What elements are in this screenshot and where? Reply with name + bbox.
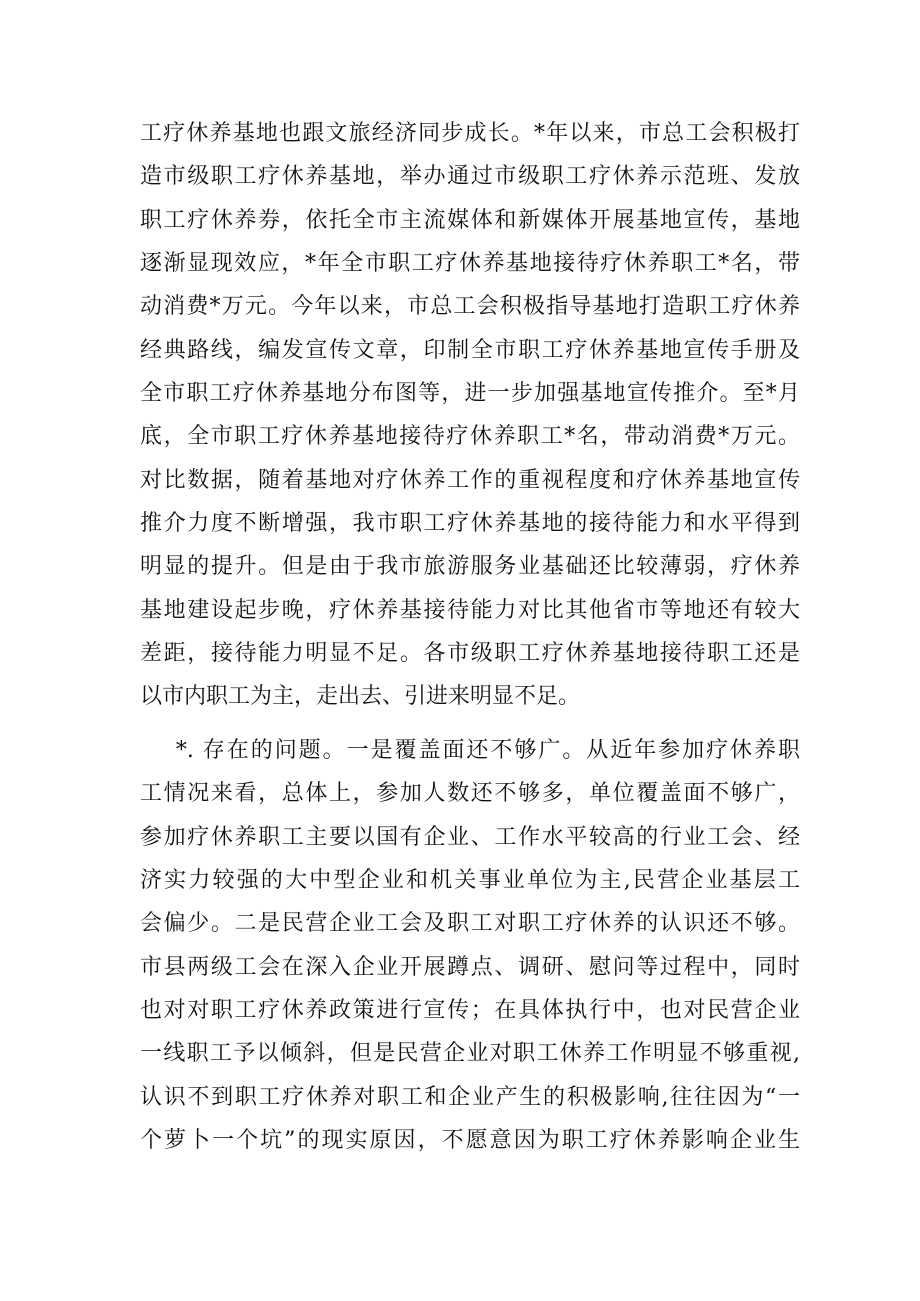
paragraph-spacer — [140, 719, 800, 729]
paragraph-line: 全市职工疗休养基地分布图等，进一步加强基地宣传推介。至*月 — [140, 381, 800, 407]
paragraph-line: 经典路线，编发宣传文章，印制全市职工疗休养基地宣传手册及 — [140, 337, 800, 363]
paragraph-line: 工疗休养基地也跟文旅经济同步成长。*年以来，市总工会积极打 — [140, 121, 800, 146]
paragraph-line: 底，全市职工疗休养基地接待疗休养职工*名，带动消费*万元。 — [140, 424, 800, 450]
paragraph-line: 以市内职工为主，走出去、引进来明显不足。 — [140, 684, 581, 710]
paragraph-line: 逐渐显现效应，*年全市职工疗休养基地接待疗休养职工*名，带 — [140, 251, 800, 277]
paragraph-line: 工情况来看，总体上，参加人数还不够多，单位覆盖面不够广， — [140, 781, 800, 807]
paragraph-line: 动消费*万元。今年以来，市总工会积极指导基地打造职工疗休养 — [140, 294, 800, 320]
paragraph-line: 认识不到职工疗休养对职工和企业产生的积极影响,往往因为“一 — [140, 1084, 800, 1110]
paragraph-line: 对比数据，随着基地对疗休养工作的重视程度和疗休养基地宣传 — [140, 467, 800, 493]
paragraph-line: 个萝卜一个坑”的现实原因，不愿意因为职工疗休养影响企业生 — [140, 1127, 800, 1153]
paragraph-line: 明显的提升。但是由于我市旅游服务业基础还比较薄弱，疗休养 — [140, 554, 800, 580]
paragraph-line: 也对对职工疗休养政策进行宣传；在具体执行中，也对民营企业 — [140, 997, 800, 1023]
document-body — [140, 112, 800, 1162]
paragraph-line: 职工疗休养券，依托全市主流媒体和新媒体开展基地宣传，基地 — [140, 207, 800, 233]
paragraph-1 — [140, 112, 800, 719]
paragraph-line: 参加疗休养职工主要以国有企业、工作水平较高的行业工会、经 — [140, 824, 800, 850]
paragraph-line: 一线职工予以倾斜，但是民营企业对职工休养工作明显不够重视, — [140, 1041, 800, 1067]
paragraph-line: 济实力较强的大中型企业和机关事业单位为主,民营企业基层工 — [140, 867, 800, 893]
paragraph-line: 市县两级工会在深入企业开展蹲点、调研、慰问等过程中，同时 — [140, 954, 800, 980]
paragraph-line: 基地建设起步晚，疗休养基接待能力对比其他省市等地还有较大 — [140, 597, 800, 623]
paragraph-line: 造市级职工疗休养基地，举办通过市级职工疗休养示范班、发放 — [140, 164, 800, 190]
paragraph-2 — [140, 729, 800, 1162]
paragraph-line: 差距，接待能力明显不足。各市级职工疗休养基地接待职工还是 — [140, 641, 800, 667]
paragraph-line: 推介力度不断增强，我市职工疗休养基地的接待能力和水平得到 — [140, 511, 800, 537]
paragraph-line: 会偏少。二是民营企业工会及职工对职工疗休养的认识还不够。 — [140, 911, 800, 937]
paragraph-line: *. 存在的问题。一是覆盖面还不够广。从近年参加疗休养职 — [140, 737, 800, 763]
